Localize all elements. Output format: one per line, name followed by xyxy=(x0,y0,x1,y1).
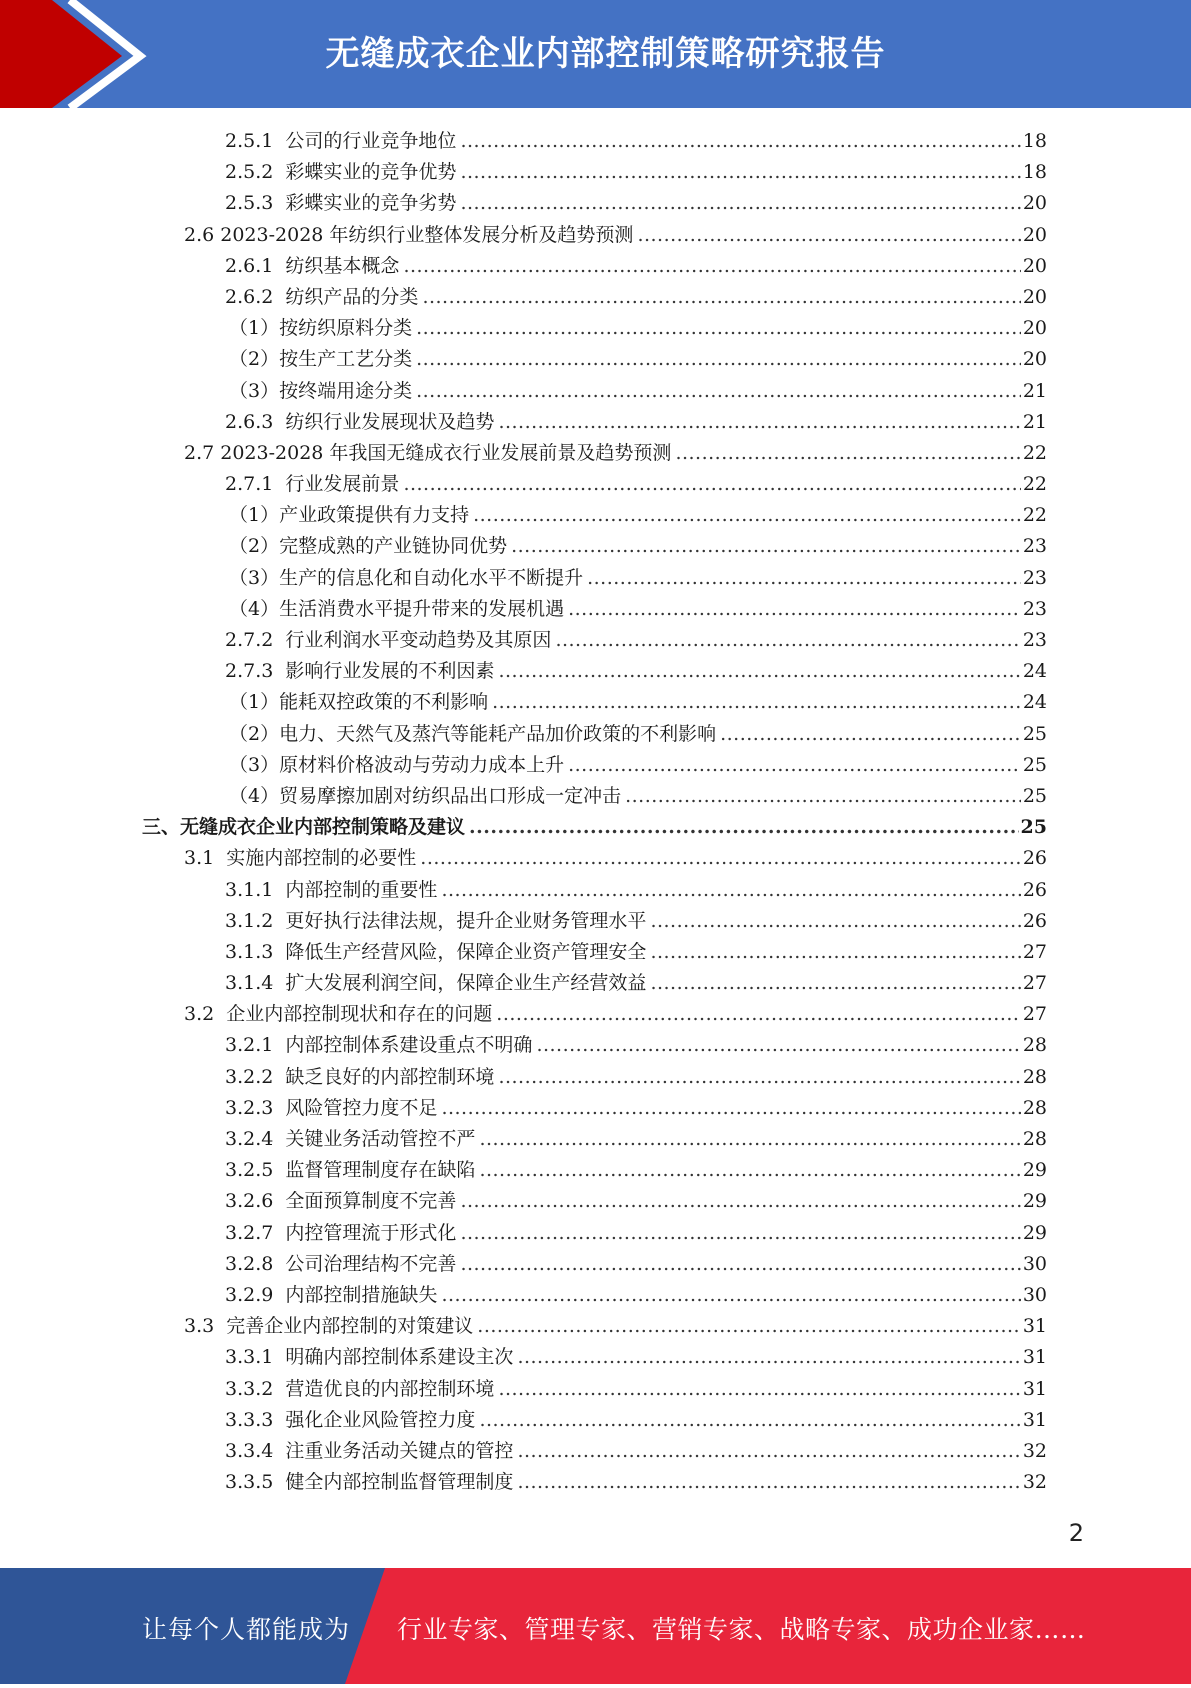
toc-dot-leader xyxy=(460,1249,1020,1280)
toc-entry-label: 2.5.1 公司的行业竞争地位 xyxy=(225,130,457,152)
toc-dot-leader xyxy=(416,344,1021,375)
toc-entry-label: （3）原材料价格波动与劳动力成本上升 xyxy=(229,753,565,776)
footer-slogan-right: 行业专家、管理专家、营销专家、战略专家、成功企业家…… xyxy=(397,1615,1086,1644)
toc-entry-label: 3.3 完善企业内部控制的对策建议 xyxy=(184,1315,474,1338)
toc-entry-page: 25 xyxy=(1020,816,1047,839)
toc-dot-leader xyxy=(492,687,1021,718)
toc-entry[interactable] xyxy=(0,1124,1047,1155)
toc-entry-page: 26 xyxy=(1022,909,1047,932)
toc-dot-leader xyxy=(416,313,1021,344)
toc-entry-page: 23 xyxy=(1022,566,1047,589)
toc-entry-label: （3）生产的信息化和自动化水平不断提升 xyxy=(229,566,584,589)
toc-entry-page: 23 xyxy=(1022,535,1047,558)
toc-entry[interactable] xyxy=(0,1280,1047,1311)
toc-entry[interactable] xyxy=(0,563,1047,594)
toc-entry-label: （4）贸易摩擦加剧对纺织品出口形成一定冲击 xyxy=(229,784,622,807)
table-of-contents xyxy=(0,126,1191,1498)
toc-entry[interactable] xyxy=(0,126,1047,157)
toc-dot-leader xyxy=(498,1062,1020,1093)
toc-entry[interactable] xyxy=(0,220,1047,251)
toc-entry[interactable] xyxy=(0,1186,1047,1217)
toc-entry-label: （2）按生产工艺分类 xyxy=(229,348,413,371)
toc-dot-leader xyxy=(625,781,1021,812)
toc-dot-leader xyxy=(479,1405,1020,1436)
toc-entry-label: 2.5.3 彩蝶实业的竞争劣势 xyxy=(225,192,457,215)
toc-entry[interactable] xyxy=(0,1218,1047,1249)
toc-entry[interactable] xyxy=(0,251,1047,282)
toc-entry-label: 3.2.4 关键业务活动管控不严 xyxy=(225,1128,476,1150)
toc-entry-page: 25 xyxy=(1022,784,1047,807)
toc-dot-leader xyxy=(416,376,1021,407)
toc-entry[interactable] xyxy=(0,1062,1047,1093)
document-title: 无缝成衣企业内部控制策略研究报告 xyxy=(325,34,886,74)
toc-entry-page: 28 xyxy=(1022,1065,1047,1088)
toc-dot-leader xyxy=(469,812,1019,843)
toc-entry-page: 22 xyxy=(1022,504,1047,527)
toc-entry[interactable] xyxy=(0,1093,1047,1124)
toc-entry[interactable] xyxy=(0,1155,1047,1186)
toc-entry[interactable] xyxy=(0,937,1047,968)
toc-entry-page: 18 xyxy=(1022,161,1047,184)
toc-dot-leader xyxy=(720,719,1021,750)
toc-entry[interactable] xyxy=(0,781,1047,812)
toc-entry[interactable] xyxy=(0,1311,1047,1342)
toc-entry[interactable] xyxy=(0,999,1047,1030)
toc-entry[interactable] xyxy=(0,1405,1047,1436)
toc-entry-label: 3.2.9 内部控制措施缺失 xyxy=(225,1283,438,1306)
toc-entry-page: 30 xyxy=(1022,1283,1047,1306)
toc-entry-label: （2）完整成熟的产业链协同优势 xyxy=(229,535,508,558)
toc-dot-leader xyxy=(650,906,1020,937)
toc-entry-page: 31 xyxy=(1022,1377,1047,1400)
toc-entry-label: 3.3.4 注重业务活动关键点的管控 xyxy=(225,1439,514,1462)
page-number: 2 xyxy=(1068,1519,1084,1547)
toc-entry-label: 2.7 2023-2028 年我国无缝成衣行业发展前景及趋势预测 xyxy=(184,441,672,464)
toc-entry[interactable] xyxy=(0,812,1047,843)
toc-dot-leader xyxy=(441,1280,1020,1311)
toc-entry-page: 22 xyxy=(1022,473,1047,496)
toc-entry-label: 3.1 实施内部控制的必要性 xyxy=(184,847,417,870)
toc-entry[interactable] xyxy=(0,906,1047,937)
toc-entry-label: 3.1.2 更好执行法律法规，提升企业财务管理水平 xyxy=(225,909,647,932)
toc-entry-page: 31 xyxy=(1022,1408,1047,1431)
toc-entry[interactable] xyxy=(0,656,1047,687)
toc-entry-label: 3.2.5 监督管理制度存在缺陷 xyxy=(225,1159,476,1182)
toc-entry-page: 25 xyxy=(1022,753,1047,776)
toc-dot-leader xyxy=(517,1467,1020,1498)
toc-dot-leader xyxy=(498,1374,1020,1405)
page-header xyxy=(0,0,1191,112)
toc-entry[interactable] xyxy=(0,376,1047,407)
toc-entry-label: 3.3.1 明确内部控制体系建设主次 xyxy=(225,1346,514,1369)
toc-entry-label: 3.1.4 扩大发展利润空间，保障企业生产经营效益 xyxy=(225,972,647,995)
toc-entry-label: （2）电力、天然气及蒸汽等能耗产品加价政策的不利影响 xyxy=(229,722,717,745)
toc-entry[interactable] xyxy=(0,531,1047,562)
toc-entry-label: 3.3.2 营造优良的内部控制环境 xyxy=(225,1377,495,1400)
toc-entry-page: 25 xyxy=(1022,722,1047,745)
toc-entry-page: 26 xyxy=(1022,878,1047,901)
toc-entry-page: 29 xyxy=(1022,1221,1047,1244)
toc-entry-page: 29 xyxy=(1022,1190,1047,1213)
toc-dot-leader xyxy=(555,625,1020,656)
toc-dot-leader xyxy=(441,1093,1020,1124)
toc-entry[interactable] xyxy=(0,968,1047,999)
toc-dot-leader xyxy=(479,1155,1020,1186)
toc-entry[interactable] xyxy=(0,843,1047,874)
toc-entry[interactable] xyxy=(0,875,1047,906)
toc-entry-label: 2.6.3 纺织行业发展现状及趋势 xyxy=(225,410,495,433)
toc-dot-leader xyxy=(422,282,1020,313)
toc-entry-page: 27 xyxy=(1022,972,1047,995)
toc-entry-label: 2.7.1 行业发展前景 xyxy=(225,473,400,496)
toc-entry-label: 2.6.1 纺织基本概念 xyxy=(225,254,400,277)
toc-entry-page: 20 xyxy=(1022,285,1047,308)
toc-entry-page: 20 xyxy=(1022,192,1047,215)
toc-entry[interactable] xyxy=(0,500,1047,531)
toc-entry[interactable] xyxy=(0,282,1047,313)
toc-entry[interactable] xyxy=(0,1374,1047,1405)
toc-dot-leader xyxy=(473,500,1021,531)
toc-dot-leader xyxy=(498,656,1020,687)
toc-entry[interactable] xyxy=(0,157,1047,188)
toc-entry[interactable] xyxy=(0,188,1047,219)
toc-entry-page: 21 xyxy=(1022,410,1047,433)
toc-entry[interactable] xyxy=(0,438,1047,469)
toc-entry-page: 20 xyxy=(1022,223,1047,246)
toc-entry-label: 2.6 2023-2028 年纺织行业整体发展分析及趋势预测 xyxy=(184,223,634,246)
toc-entry[interactable] xyxy=(0,1436,1047,1467)
toc-entry-label: 3.2.1 内部控制体系建设重点不明确 xyxy=(225,1034,533,1057)
toc-dot-leader xyxy=(517,1436,1020,1467)
toc-entry-label: 2.6.2 纺织产品的分类 xyxy=(225,285,419,308)
toc-dot-leader xyxy=(650,968,1020,999)
toc-entry-page: 23 xyxy=(1022,629,1047,651)
toc-entry-page: 24 xyxy=(1022,691,1047,714)
toc-entry-page: 31 xyxy=(1022,1315,1047,1338)
toc-entry-page: 20 xyxy=(1022,254,1047,277)
toc-entry-page: 29 xyxy=(1022,1159,1047,1182)
toc-entry-label: 3.1.1 内部控制的重要性 xyxy=(225,878,438,901)
toc-entry-page: 21 xyxy=(1022,379,1047,402)
toc-dot-leader xyxy=(568,750,1021,781)
toc-entry-label: 3.3.5 健全内部控制监督管理制度 xyxy=(225,1471,514,1494)
toc-entry[interactable] xyxy=(0,344,1047,375)
toc-dot-leader xyxy=(403,469,1020,500)
toc-dot-leader xyxy=(460,1186,1020,1217)
toc-dot-leader xyxy=(496,999,1021,1030)
toc-dot-leader xyxy=(479,1124,1020,1155)
toc-entry[interactable] xyxy=(0,719,1047,750)
toc-entry-page: 28 xyxy=(1022,1128,1047,1150)
toc-entry-label: 三、无缝成衣企业内部控制策略及建议 xyxy=(142,816,466,839)
toc-entry-page: 22 xyxy=(1022,441,1047,464)
toc-dot-leader xyxy=(650,937,1020,968)
toc-dot-leader xyxy=(460,188,1020,219)
toc-dot-leader xyxy=(460,157,1020,188)
toc-dot-leader xyxy=(441,875,1020,906)
toc-entry-page: 32 xyxy=(1022,1439,1047,1462)
toc-entry-label: 2.7.2 行业利润水平变动趋势及其原因 xyxy=(225,629,552,651)
toc-dot-leader xyxy=(403,251,1020,282)
toc-dot-leader xyxy=(420,843,1021,874)
toc-entry-page: 27 xyxy=(1022,940,1047,963)
toc-entry-label: 3.2.3 风险管控力度不足 xyxy=(225,1096,438,1119)
toc-entry-label: 3.2.8 公司治理结构不完善 xyxy=(225,1252,457,1275)
toc-entry-label: （1）能耗双控政策的不利影响 xyxy=(229,691,489,714)
toc-dot-leader xyxy=(511,531,1021,562)
toc-entry[interactable] xyxy=(0,1030,1047,1061)
toc-dot-leader xyxy=(517,1342,1020,1373)
toc-dot-leader xyxy=(675,438,1020,469)
toc-dot-leader xyxy=(568,594,1021,625)
toc-entry[interactable] xyxy=(0,594,1047,625)
toc-entry-label: 3.1.3 降低生产经营风险，保障企业资产管理安全 xyxy=(225,940,647,963)
toc-entry-page: 20 xyxy=(1022,317,1047,340)
toc-entry-page: 31 xyxy=(1022,1346,1047,1369)
toc-entry-label: 3.2.7 内控管理流于形式化 xyxy=(225,1221,457,1244)
toc-entry-page: 28 xyxy=(1022,1034,1047,1057)
toc-entry-label: 3.2.6 全面预算制度不完善 xyxy=(225,1190,457,1213)
toc-dot-leader xyxy=(460,1218,1020,1249)
toc-entry[interactable] xyxy=(0,1342,1047,1373)
footer-slogan-left: 让每个人都能成为 xyxy=(142,1615,351,1644)
toc-entry[interactable] xyxy=(0,469,1047,500)
toc-dot-leader xyxy=(536,1030,1020,1061)
toc-entry-page: 18 xyxy=(1022,130,1047,152)
toc-entry-label: 3.2 企业内部控制现状和存在的问题 xyxy=(184,1003,493,1026)
toc-dot-leader xyxy=(587,563,1021,594)
toc-entry-page: 26 xyxy=(1022,847,1047,870)
toc-entry[interactable] xyxy=(0,407,1047,438)
toc-entry[interactable] xyxy=(0,687,1047,718)
toc-entry-page: 27 xyxy=(1022,1003,1047,1026)
toc-entry-label: （1）产业政策提供有力支持 xyxy=(229,504,470,527)
toc-entry[interactable] xyxy=(0,750,1047,781)
toc-entry-page: 32 xyxy=(1022,1471,1047,1494)
toc-dot-leader xyxy=(498,407,1020,438)
toc-entry[interactable] xyxy=(0,1467,1047,1498)
toc-entry-label: （1）按纺织原料分类 xyxy=(229,317,413,340)
toc-entry[interactable] xyxy=(0,625,1047,656)
toc-dot-leader xyxy=(460,126,1020,157)
toc-entry-label: （4）生活消费水平提升带来的发展机遇 xyxy=(229,597,565,620)
toc-entry-page: 24 xyxy=(1022,660,1047,683)
toc-entry-label: 3.3.3 强化企业风险管控力度 xyxy=(225,1408,476,1431)
toc-dot-leader xyxy=(637,220,1020,251)
toc-entry-page: 28 xyxy=(1022,1096,1047,1119)
toc-entry-label: 2.7.3 影响行业发展的不利因素 xyxy=(225,660,495,683)
toc-dot-leader xyxy=(477,1311,1021,1342)
toc-entry-label: （3）按终端用途分类 xyxy=(229,379,413,402)
toc-entry[interactable] xyxy=(0,313,1047,344)
toc-entry-label: 2.5.2 彩蝶实业的竞争优势 xyxy=(225,161,457,184)
toc-entry[interactable] xyxy=(0,1249,1047,1280)
toc-entry-label: 3.2.2 缺乏良好的内部控制环境 xyxy=(225,1065,495,1088)
toc-entry-page: 30 xyxy=(1022,1252,1047,1275)
toc-entry-page: 23 xyxy=(1022,597,1047,620)
toc-entry-page: 20 xyxy=(1022,348,1047,371)
